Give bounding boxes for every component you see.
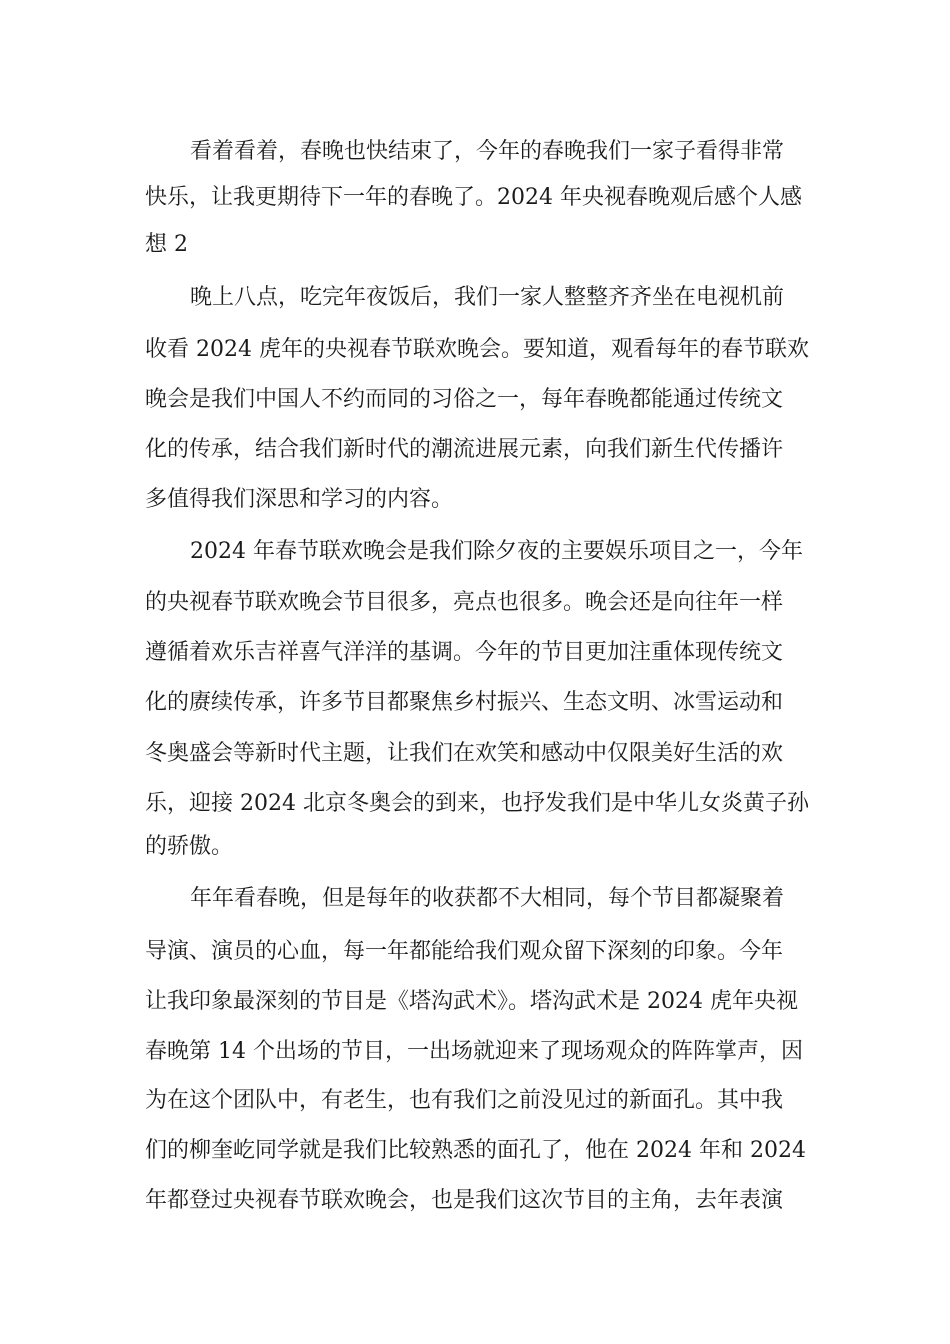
- text-line: [0, 176, 950, 220]
- text-line: [0, 877, 950, 921]
- text-line-content: 让我印象最深刻的节目是《塔沟武术》。塔沟武术是 2024 虎年央视: [145, 989, 798, 1014]
- text-line: [0, 378, 950, 422]
- text-line: [0, 782, 950, 826]
- text-line-content: 的骄傲。: [145, 834, 234, 859]
- text-line: [0, 130, 950, 174]
- text-line: [0, 1129, 950, 1173]
- text-line: [0, 328, 950, 372]
- text-line: [0, 631, 950, 675]
- text-line-content: 年都登过央视春节联欢晚会，也是我们这次节目的主角，去年表演: [145, 1188, 784, 1213]
- text-line: [0, 1179, 950, 1223]
- text-line-content: 春晚第 14 个出场的节目，一出场就迎来了现场观众的阵阵掌声，因: [145, 1039, 803, 1064]
- text-line: [0, 930, 950, 974]
- text-line-content: 们的柳奎屹同学就是我们比较熟悉的面孔了，他在 2024 年和 2024: [145, 1138, 806, 1163]
- text-line-content: 的央视春节联欢晚会节目很多，亮点也很多。晚会还是向往年一样: [145, 590, 784, 615]
- text-line-content: 年年看春晚，但是每年的收获都不大相同，每个节目都凝聚着: [190, 886, 785, 911]
- text-line: [0, 1079, 950, 1123]
- text-line: [0, 980, 950, 1024]
- text-line: [0, 825, 950, 869]
- text-line-content: 为在这个团队中，有老生，也有我们之前没见过的新面孔。其中我: [145, 1088, 784, 1113]
- text-line-content: 收看 2024 虎年的央视春节联欢晚会。要知道，观看每年的春节联欢: [145, 337, 809, 362]
- text-line: [0, 223, 950, 267]
- text-line: [0, 478, 950, 522]
- text-line-content: 想 2: [145, 232, 188, 257]
- text-line-content: 晚会是我们中国人不约而同的习俗之一，每年春晚都能通过传统文: [145, 387, 784, 412]
- text-line-content: 多值得我们深思和学习的内容。: [145, 487, 454, 512]
- text-line-content: 快乐，让我更期待下一年的春晚了。2024 年央视春晚观后感个人感: [145, 185, 802, 210]
- text-line: [0, 732, 950, 776]
- text-line: [0, 276, 950, 320]
- text-line-content: 化的传承，结合我们新时代的潮流进展元素，向我们新生代传播许: [145, 437, 784, 462]
- text-line: [0, 530, 950, 574]
- text-line: [0, 428, 950, 472]
- text-line: [0, 681, 950, 725]
- text-line-content: 冬奥盛会等新时代主题，让我们在欢笑和感动中仅限美好生活的欢: [145, 741, 784, 766]
- text-line-content: 2024 年春节联欢晚会是我们除夕夜的主要娱乐项目之一，今年: [190, 539, 803, 564]
- text-line-content: 乐，迎接 2024 北京冬奥会的到来，也抒发我们是中华儿女炎黄子孙: [145, 791, 809, 816]
- text-line-content: 遵循着欢乐吉祥喜气洋洋的基调。今年的节目更加注重体现传统文: [145, 640, 784, 665]
- text-line-content: 化的赓续传承，许多节目都聚焦乡村振兴、生态文明、冰雪运动和: [145, 690, 784, 715]
- text-line: [0, 581, 950, 625]
- text-line-content: 看着看着，春晚也快结束了，今年的春晚我们一家子看得非常: [190, 139, 785, 164]
- text-line-content: 晚上八点，吃完年夜饭后，我们一家人整整齐齐坐在电视机前: [190, 285, 785, 310]
- text-line-content: 导演、演员的心血，每一年都能给我们观众留下深刻的印象。今年: [145, 939, 784, 964]
- text-line: [0, 1030, 950, 1074]
